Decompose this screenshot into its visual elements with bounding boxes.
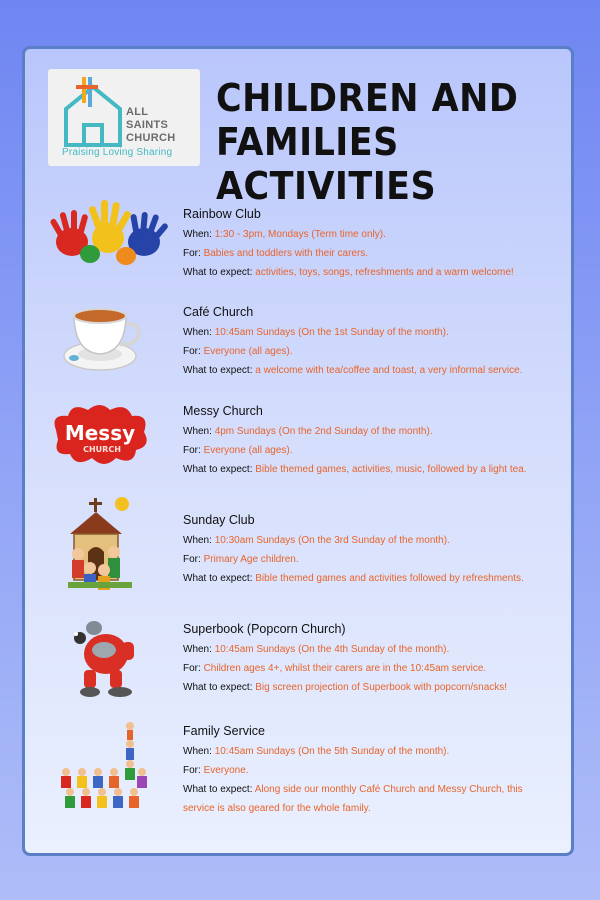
expect-value: activities, toys, songs, refreshments and a warm welcome! — [255, 267, 514, 278]
logo-tagline: Praising Loving Sharing — [62, 147, 173, 158]
page-title — [216, 76, 547, 208]
messy-logo-text: Messy — [64, 421, 136, 445]
expect-value: Bible themed games and activities followed by refreshments. — [255, 573, 524, 584]
activity-cafe-church — [183, 303, 573, 380]
for-value: Everyone (all ages). — [203, 346, 293, 357]
title-line-2: FAMILIES ACTIVITIES — [216, 120, 437, 208]
family-pyramid-icon — [56, 720, 148, 810]
activity-title: Café Church — [183, 305, 254, 319]
activity-superbook — [183, 620, 573, 697]
logo-name: ALL SAINTS CHURCH — [126, 106, 176, 144]
when-value: 4pm Sundays (On the 2nd Sunday of the month). — [214, 426, 433, 437]
for-label: For: — [183, 248, 204, 259]
when-value: 10:30am Sundays (On the 3rd Sunday of the month). — [214, 535, 450, 546]
teacup-icon — [60, 304, 146, 374]
messy-logo-subtext: CHURCH — [83, 445, 121, 454]
when-value: 10:45am Sundays (On the 4th Sunday of the month). — [214, 644, 450, 655]
expect-label: What to expect: — [183, 784, 255, 795]
when-value: 1:30 - 3pm, Mondays (Term time only). — [214, 229, 386, 240]
activity-title: Messy Church — [183, 404, 263, 418]
when-value: 10:45am Sundays (On the 1st Sunday of the month). — [214, 327, 449, 338]
for-label: For: — [183, 663, 204, 674]
expect-label: What to expect: — [183, 267, 256, 278]
for-label: For: — [183, 346, 204, 357]
when-label: When: — [183, 644, 215, 655]
expect-value: Bible themed games, activities, music, followed by a light tea. — [255, 464, 527, 475]
for-label: For: — [183, 765, 204, 776]
expect-label: What to expect: — [183, 573, 256, 584]
messy-church-logo — [48, 400, 152, 470]
activity-title: Superbook (Popcorn Church) — [183, 622, 346, 636]
expect-label: What to expect: — [183, 464, 256, 475]
activity-title: Rainbow Club — [183, 207, 261, 221]
expect-value: Big screen projection of Superbook with popcorn/snacks! — [255, 682, 508, 693]
when-value: 10:45am Sundays (On the 5th Sunday of the month). — [214, 746, 450, 757]
church-outline-icon — [60, 75, 126, 147]
handprints-icon — [48, 198, 170, 272]
activity-messy-church — [183, 402, 573, 479]
robot-icon — [64, 616, 144, 698]
activity-title: Sunday Club — [183, 513, 255, 527]
for-value: Babies and toddlers with their carers. — [203, 248, 369, 259]
activity-family-service — [183, 722, 553, 818]
activity-sunday-club — [183, 511, 573, 588]
for-value: Children ages 4+, whilst their carers are in the 10:45am service. — [203, 663, 487, 674]
activity-title: Family Service — [183, 724, 265, 738]
expect-value: Along side our monthly Café Church and Messy Church, this service is also geared for the whole family. — [183, 784, 523, 814]
church-children-icon — [64, 494, 140, 592]
for-label: For: — [183, 554, 204, 565]
when-label: When: — [183, 426, 215, 437]
activity-rainbow-club — [183, 205, 573, 282]
title-line-1: CHILDREN AND — [216, 76, 519, 120]
for-value: Primary Age children. — [203, 554, 299, 565]
when-label: When: — [183, 746, 215, 757]
when-label: When: — [183, 535, 215, 546]
expect-label: What to expect: — [183, 365, 256, 376]
for-label: For: — [183, 445, 204, 456]
when-label: When: — [183, 327, 215, 338]
expect-label: What to expect: — [183, 682, 256, 693]
when-label: When: — [183, 229, 215, 240]
church-logo — [48, 69, 200, 166]
for-value: Everyone (all ages). — [203, 445, 293, 456]
expect-value: a welcome with tea/coffee and toast, a very informal service. — [255, 365, 523, 376]
for-value: Everyone. — [203, 765, 249, 776]
